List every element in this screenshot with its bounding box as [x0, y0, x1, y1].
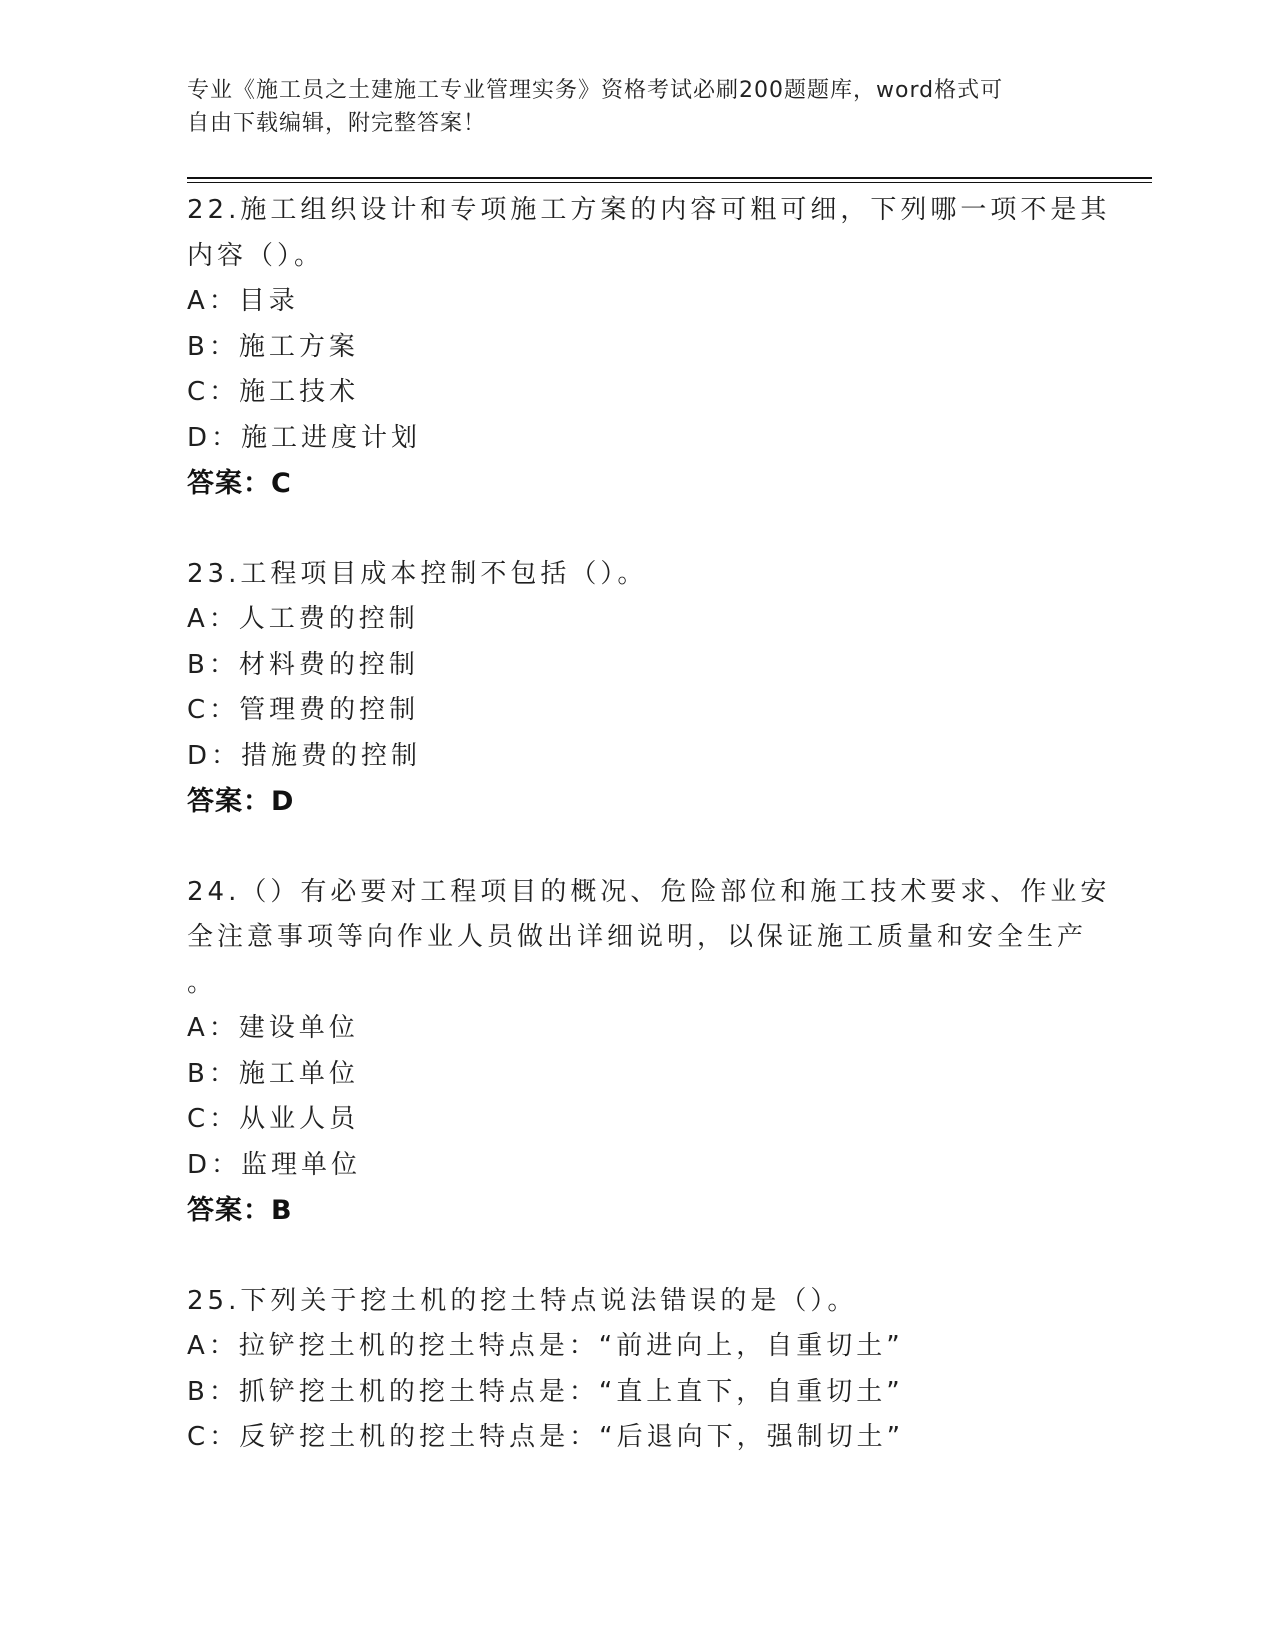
option-b: B：材料费的控制 — [187, 649, 419, 680]
question-stem: 24.（）有必要对工程项目的概况、危险部位和施工技术要求、作业安 — [187, 876, 1111, 907]
question-stem: 全注意事项等向作业人员做出详细说明，以保证施工质量和安全生产 — [187, 922, 1088, 952]
question-stem: 25.下列关于挖土机的挖土特点说法错误的是（）。 — [187, 1285, 858, 1316]
option-c: C：从业人员 — [187, 1104, 360, 1134]
question-stem: 22.施工组织设计和专项施工方案的内容可粗可细，下列哪一项不是其 — [187, 195, 1111, 225]
option-d: D：监理单位 — [187, 1149, 362, 1180]
option-b: B：施工单位 — [187, 1058, 359, 1089]
document-header — [187, 74, 1087, 140]
question-stem: 。 — [187, 967, 218, 998]
header-divider-thick — [187, 177, 1152, 179]
option-a: A：拉铲挖土机的挖土特点是：“前进向上，自重切土” — [187, 1331, 904, 1361]
option-d: D：措施费的控制 — [187, 740, 422, 771]
option-b: B：抓铲挖土机的挖土特点是：“直上直下，自重切土” — [187, 1376, 904, 1407]
option-c: C：管理费的控制 — [187, 695, 420, 725]
answer-line: 答案：B — [187, 1195, 293, 1226]
option-c: C：反铲挖土机的挖土特点是：“后退向下，强制切土” — [187, 1422, 905, 1452]
option-c: C：施工技术 — [187, 377, 360, 407]
option-d: D：施工进度计划 — [187, 422, 422, 453]
question-24 — [187, 870, 1111, 1234]
question-22 — [187, 188, 1111, 507]
header-line-1: 专业《施工员之土建施工专业管理实务》资格考试必刷200题题库，word格式可 — [187, 78, 1004, 103]
header-divider-thin — [187, 182, 1152, 183]
option-b: B：施工方案 — [187, 331, 359, 362]
question-stem: 23.工程项目成本控制不包括（）。 — [187, 558, 648, 589]
question-list — [187, 188, 1111, 1461]
option-a: A：建设单位 — [187, 1013, 359, 1043]
question-23 — [187, 552, 1087, 825]
answer-line: 答案：D — [187, 786, 295, 817]
header-line-2: 自由下载编辑，附完整答案！ — [187, 111, 487, 136]
answer-line: 答案：C — [187, 468, 292, 499]
option-a: A：目录 — [187, 286, 299, 316]
question-25 — [187, 1279, 1087, 1461]
question-stem: 内容（）。 — [187, 240, 325, 271]
option-a: A：人工费的控制 — [187, 604, 419, 634]
